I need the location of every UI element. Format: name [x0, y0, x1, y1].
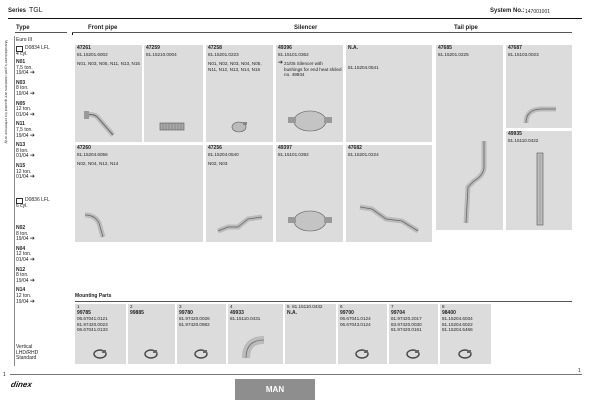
footer-rule: [10, 374, 582, 375]
series-value: TGL: [29, 7, 43, 14]
mounting-card[interactable]: 2 99885: [128, 304, 175, 364]
arrow-icon: ➔: [29, 132, 35, 139]
arrow-icon: ➔: [278, 60, 284, 66]
mounting-rule: [75, 301, 572, 302]
arrow-icon: ➔: [29, 256, 35, 263]
variant-row: N05 12 ton. 01/04 ➔: [16, 100, 35, 118]
pipe-clamp-icon: [228, 119, 250, 135]
type-rule: [15, 32, 67, 33]
system-value: 147001001: [525, 9, 551, 15]
variant-row: N11 7,5 ton. 19/04 ➔: [16, 121, 35, 139]
mounting-card[interactable]: 1 99785 06.67041.0121 81.97420.0023 06.67041.0133: [75, 304, 126, 364]
clamp-icon: [143, 348, 159, 360]
mounting-card[interactable]: 7 99704 81.97420.2017 83.97420.0030 81.97420.0161: [389, 304, 438, 364]
elbow-pipe-icon: [522, 101, 562, 127]
col-front-pipe: Front pipe: [88, 25, 118, 31]
left-divider: [14, 36, 15, 366]
mounting-card[interactable]: 6 99700 06.67041.0124 06.67043.0124: [338, 304, 387, 364]
arrow-icon: ➔: [29, 174, 35, 181]
mounting-title: Mounting Parts: [75, 293, 112, 299]
mounting-card[interactable]: 5 81.15110.0432 N.A.: [285, 304, 336, 364]
series-label: Series: [8, 8, 27, 14]
part-card[interactable]: 47685 81.15201.0225: [436, 45, 503, 230]
part-card[interactable]: 47687 81.15103.0023: [506, 45, 572, 128]
variant-row: N02 8 ton. 19/04 ➔: [16, 225, 35, 243]
part-card[interactable]: 47260 81.15204.6056 N02, N04, N12, N14: [75, 145, 203, 242]
part-card[interactable]: 49397 81.15101.0392: [276, 145, 343, 242]
col-tail-pipe: Tail pipe: [454, 25, 478, 31]
dinex-logo: dinex: [10, 380, 33, 389]
heat-shield-icon: [242, 334, 268, 360]
variant-row: N14 12 ton. 19/04 ➔: [16, 287, 35, 305]
arrow-icon: ➔: [29, 90, 35, 97]
clamp-icon: [457, 348, 473, 360]
variants-1: [16, 60, 68, 185]
arrow-icon: ➔: [29, 298, 35, 305]
part-card[interactable]: 47261 81.15201.6002 N01, N03, N05, N11, N13, N15: [75, 45, 142, 142]
silencer-icon: [286, 203, 334, 239]
variant-row: N01 7,5 ton. 19/04 ➔: [16, 59, 35, 77]
euro-class: Euro III: [16, 37, 33, 43]
system-label: System No.:: [490, 8, 525, 14]
part-card[interactable]: 47259 81.15210.0004: [144, 45, 203, 142]
variant-row: N03 8 ton. 19/04 ➔: [16, 79, 35, 97]
intermediate-pipe-icon: [214, 209, 268, 237]
col-rule: [72, 32, 572, 33]
arrow-icon: ➔: [29, 111, 35, 118]
variant-row: N13 8 ton. 01/04 ➔: [16, 142, 35, 160]
part-card[interactable]: 49935 81.15110.0422: [506, 131, 572, 230]
part-card[interactable]: N.A. 81.15204.0541: [346, 45, 432, 142]
col-silencer: Silencer: [294, 25, 318, 31]
brand-label: MAN: [265, 385, 285, 394]
page-number-right: 1: [578, 368, 581, 374]
tail-pipe-icon: [356, 199, 426, 239]
mounting-card[interactable]: 3 99780 81.97420.0026 81.97420.0982: [177, 304, 226, 364]
arrow-icon: ➔: [29, 153, 35, 160]
variant-row: N12 8 ton. 19/04 ➔: [16, 266, 35, 284]
clamp-icon: [354, 348, 370, 360]
front-pipe-icon: [81, 207, 121, 239]
brand-tab: [235, 379, 315, 400]
part-card[interactable]: 47682 81.15201.0224: [346, 145, 432, 242]
mounting-card[interactable]: 8 98400 81.15204.6034 81.15204.6022 81.15204.5466: [440, 304, 491, 364]
variant-row: N15 12 ton. 01/04 ➔: [16, 162, 35, 181]
config-footer: Vertical LHD/RHD Standard: [16, 344, 39, 362]
part-card[interactable]: 49396 81.15101.0362 ➔ 21/05 Silencer with bushings for end heat shiled no. 49934: [276, 45, 343, 142]
arrow-icon: ➔: [29, 277, 35, 284]
part-card[interactable]: 47258 81.15201.0223 N01, N02, N03, N04, N05, N11, N12, N13, N14, N15: [206, 45, 273, 142]
clamp-icon: [405, 348, 421, 360]
header-rule: [8, 18, 582, 19]
variant-row: N04 12 ton. 01/04 ➔: [16, 245, 35, 263]
variants-2: [16, 226, 68, 309]
silencer-icon: [286, 103, 334, 139]
tail-pipe-icon: [454, 137, 494, 227]
front-pipe-icon: [83, 107, 123, 139]
part-card[interactable]: 47256 81.15204.0540 N02, N03: [206, 145, 273, 242]
engine-1: D0834 LFL 4 cyl.: [16, 45, 50, 57]
side-note: Manufacturer's part numbers are quoted for reference only: [4, 40, 9, 144]
col-type: Type: [16, 25, 30, 31]
arrow-icon: ➔: [29, 236, 35, 243]
clamp-icon: [193, 348, 209, 360]
heat-shield-icon: [534, 151, 546, 227]
page-number-left: 1: [3, 372, 6, 378]
flex-pipe-icon: [158, 119, 188, 135]
clamp-icon: [92, 348, 108, 360]
mounting-card[interactable]: 4 49933 81.15110.0431: [228, 304, 283, 364]
arrow-icon: ➔: [29, 70, 35, 77]
engine-2: D0836 LFL 6 cyl.: [16, 197, 50, 209]
